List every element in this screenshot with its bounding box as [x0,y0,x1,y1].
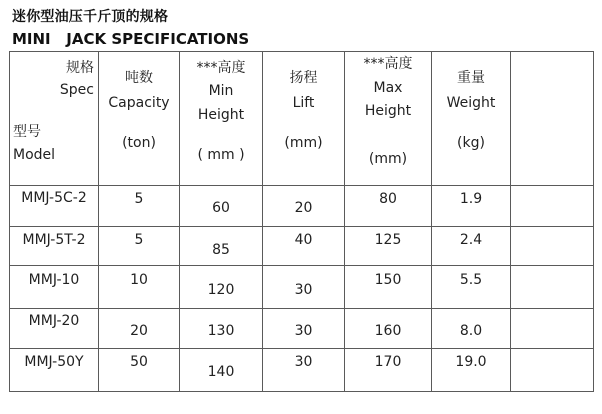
min-height-value: 130 [207,323,235,339]
empty-cell [511,227,594,266]
lift-value: 30 [294,282,313,298]
table-row [10,349,594,392]
header-min-height-en1: Min [208,83,234,99]
weight-cell [432,227,511,266]
header-min-height-cell [180,52,263,186]
header-max-height-en2: Height [364,103,412,119]
table-row [10,186,594,227]
header-max-height-cn: ***高度 [363,56,413,72]
header-min-height-en2: Height [197,107,245,123]
capacity-value: 50 [130,354,148,370]
weight-value: 2.4 [459,232,483,248]
max-height-value: 160 [374,323,402,339]
max-height-cell [345,227,432,266]
header-spec-cn: 规格 [66,60,94,76]
empty-cell [511,349,594,392]
header-lift-en: Lift [292,95,315,111]
header-model-cn: 型号 [13,124,41,140]
lift-cell [263,309,345,349]
lift-value: 30 [294,354,313,370]
header-weight-unit: (kg) [457,135,485,151]
header-max-height-cell [345,52,432,186]
header-empty-cell [511,52,594,186]
capacity-value: 5 [134,191,144,207]
min-height-cell [180,349,263,392]
specifications-table [9,51,594,392]
model-cell [10,186,99,227]
header-min-height-unit: ( mm ) [197,147,245,163]
table-row [10,227,594,266]
max-height-value: 170 [374,354,402,370]
max-height-cell [345,186,432,227]
header-model-en: Model [13,147,56,163]
weight-value: 19.0 [455,354,487,370]
lift-cell [263,266,345,309]
capacity-cell [99,266,180,309]
lift-value: 30 [294,323,313,339]
capacity-value: 5 [134,232,144,248]
weight-cell [432,349,511,392]
model-value: MMJ-5C-2 [21,190,87,206]
weight-value: 1.9 [459,191,483,207]
capacity-cell [99,227,180,266]
model-cell [10,266,99,309]
table-header-row [10,52,594,186]
table-row [10,266,594,309]
model-value: MMJ-50Y [24,354,84,370]
capacity-cell [99,186,180,227]
model-cell [10,349,99,392]
empty-cell [511,186,594,227]
capacity-cell [99,309,180,349]
lift-value: 40 [294,232,313,248]
min-height-cell [180,309,263,349]
model-value: MMJ-10 [28,272,80,288]
header-capacity-en: Capacity [108,95,170,111]
min-height-value: 120 [207,282,235,298]
min-height-value: 85 [212,242,230,258]
min-height-cell [180,227,263,266]
table-row [10,309,594,349]
model-cell [10,309,99,349]
header-lift-cell [263,52,345,186]
lift-cell [263,186,345,227]
header-spec-model-cell [10,52,99,186]
lift-value: 20 [294,200,313,216]
max-height-cell [345,266,432,309]
weight-value: 5.5 [459,272,483,288]
max-height-value: 80 [379,191,397,207]
header-max-height-en1: Max [373,80,403,96]
header-capacity-unit: (ton) [122,135,156,151]
min-height-cell [180,266,263,309]
header-weight-cell [432,52,511,186]
lift-cell [263,349,345,392]
model-value: MMJ-20 [28,313,80,329]
weight-cell [432,266,511,309]
header-lift-cn: 扬程 [289,70,318,86]
min-height-cell [180,186,263,227]
header-capacity-cell [99,52,180,186]
min-height-value: 140 [207,364,235,380]
header-lift-unit: (mm) [284,135,323,151]
model-value: MMJ-5T-2 [22,232,86,248]
max-height-cell [345,309,432,349]
capacity-value: 20 [130,323,148,339]
model-cell [10,227,99,266]
weight-value: 8.0 [459,323,483,339]
header-weight-en: Weight [446,95,496,111]
empty-cell [511,309,594,349]
capacity-cell [99,349,180,392]
weight-cell [432,186,511,227]
header-spec-en: Spec [59,82,94,98]
header-weight-cn: 重量 [457,70,485,86]
page-title-english: MINI JACK SPECIFICATIONS [12,30,250,48]
header-min-height-cn: ***高度 [196,60,246,76]
min-height-value: 60 [212,200,230,216]
empty-cell [511,266,594,309]
max-height-cell [345,349,432,392]
max-height-value: 150 [374,272,402,288]
page-title-chinese: 迷你型油压千斤顶的规格 [12,9,169,25]
header-capacity-cn: 吨数 [125,70,153,86]
max-height-value: 125 [374,232,402,248]
weight-cell [432,309,511,349]
capacity-value: 10 [130,272,148,288]
lift-cell [263,227,345,266]
header-max-height-unit: (mm) [368,151,408,167]
